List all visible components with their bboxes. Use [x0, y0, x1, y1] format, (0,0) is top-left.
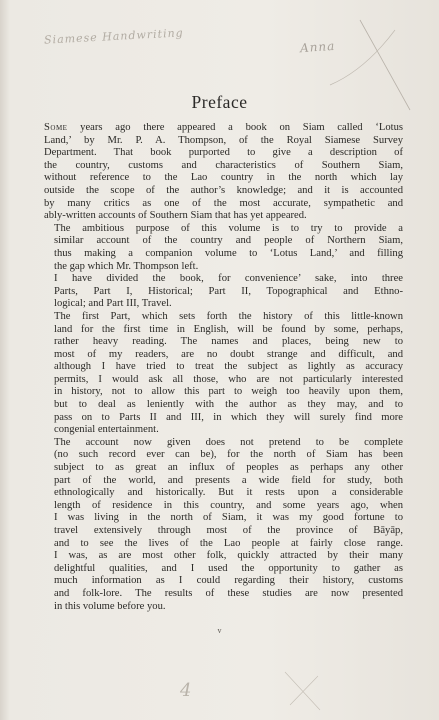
handwritten-note-left: Siamese Handwriting	[43, 26, 184, 47]
text-line: the country, customs and characteristics of Southern Siam,	[44, 159, 403, 171]
text-line: Some years ago there appeared a book on Siam called ‘Lotus	[44, 122, 403, 133]
text-line: without reference to the Lao country in the north which lay	[44, 172, 403, 184]
text-line: Parts, Part I, Historical; Part II, Topographical and Ethno-	[54, 285, 403, 297]
pencil-stroke-bottom	[285, 672, 320, 710]
preface-body	[44, 122, 403, 613]
text-line: pass on to Parts II and III, in which they will surely find more	[54, 411, 403, 423]
page-folio: v	[217, 626, 222, 635]
pencil-page-number: 4	[180, 680, 192, 701]
text-line: in history, not to allow this part to weigh too heavily upon them,	[54, 386, 403, 398]
text-line: in this volume before you.	[54, 600, 166, 612]
text-line: by many critics as one of the most accurate, sympathetic and	[44, 197, 403, 209]
text-line: thus making a companion volume to ‘Lotus Land,’ and filling	[54, 247, 403, 259]
text-line: delightful qualities, and I used the opportunity to gather as	[54, 562, 403, 574]
text-line: congenial entertainment.	[54, 424, 159, 436]
text-line: The ambitious purpose of this volume is to try to provide a	[54, 222, 403, 234]
text-line: ethnologically and historically. But it rests upon a considerable	[54, 487, 403, 499]
text-line: length of residence in this country, and some years ago, when	[54, 499, 403, 511]
text-line: I was, as are most other folk, quickly attracted by their many	[54, 550, 403, 562]
paragraph	[44, 122, 403, 223]
text-line: and folk-lore. The results of these studies are now presented	[54, 587, 403, 599]
text-line: rather heavy reading. The names and places, being new to	[54, 336, 403, 348]
pencil-stroke-curve	[330, 30, 395, 85]
text-line: but to deal as leniently with the author as they may, and to	[54, 399, 403, 411]
text-line: Land,’ by Mr. P. A. Thompson, of the Royal Siamese Survey	[44, 134, 403, 146]
text-line: travel extensively through most of the province of Bāyāp,	[54, 525, 403, 536]
text-line: I have divided the book, for convenience’ sake, into three	[54, 273, 403, 285]
text-line: subject to as great an influx of peoples as perhaps any other	[54, 462, 403, 474]
page-title: Preface	[191, 92, 248, 112]
paragraph	[44, 273, 403, 311]
text-line: part of the world, and presents a wide field for study, both	[54, 474, 403, 486]
text-line: and to see the lives of the Lao people at fairly close range.	[54, 537, 403, 549]
text-line: I was living in the north of Siam, it was my good fortune to	[54, 512, 403, 524]
text-line: Department. That book purported to give a description of	[44, 147, 403, 159]
text-line: similar account of the country and people of Northern Siam,	[54, 235, 403, 247]
text-line: land for the first time in English, will be found by some, perhaps,	[54, 323, 403, 335]
text-line: permits, I would ask all those, who are not particularly interested	[54, 373, 403, 385]
text-line: (no such record ever can be), for the north of Siam has been	[54, 449, 403, 461]
text-line: ably-written accounts of Southern Siam that has yet appeared.	[44, 210, 307, 222]
text-line: The account now given does not pretend to be complete	[54, 436, 403, 448]
paragraph	[44, 223, 403, 273]
handwritten-note-right: Anna	[299, 38, 336, 56]
text-line: much information as I could regarding their history, customs	[54, 575, 403, 587]
paragraph	[44, 437, 403, 613]
small-caps-opening: Some	[44, 122, 68, 133]
text-line: outside the scope of the author’s knowledge; and it is accounted	[44, 184, 403, 196]
text-line: most of my readers, are no doubt strange and difficult, and	[54, 348, 403, 360]
paragraph	[44, 311, 403, 437]
text-line: logical; and Part III, Travel.	[54, 298, 172, 310]
text-line: the gap which Mr. Thompson left.	[54, 260, 199, 272]
text-line: The first Part, which sets forth the history of this little-known	[54, 310, 403, 322]
text-line: although I have tried to treat the subject as lightly as accuracy	[54, 361, 403, 373]
